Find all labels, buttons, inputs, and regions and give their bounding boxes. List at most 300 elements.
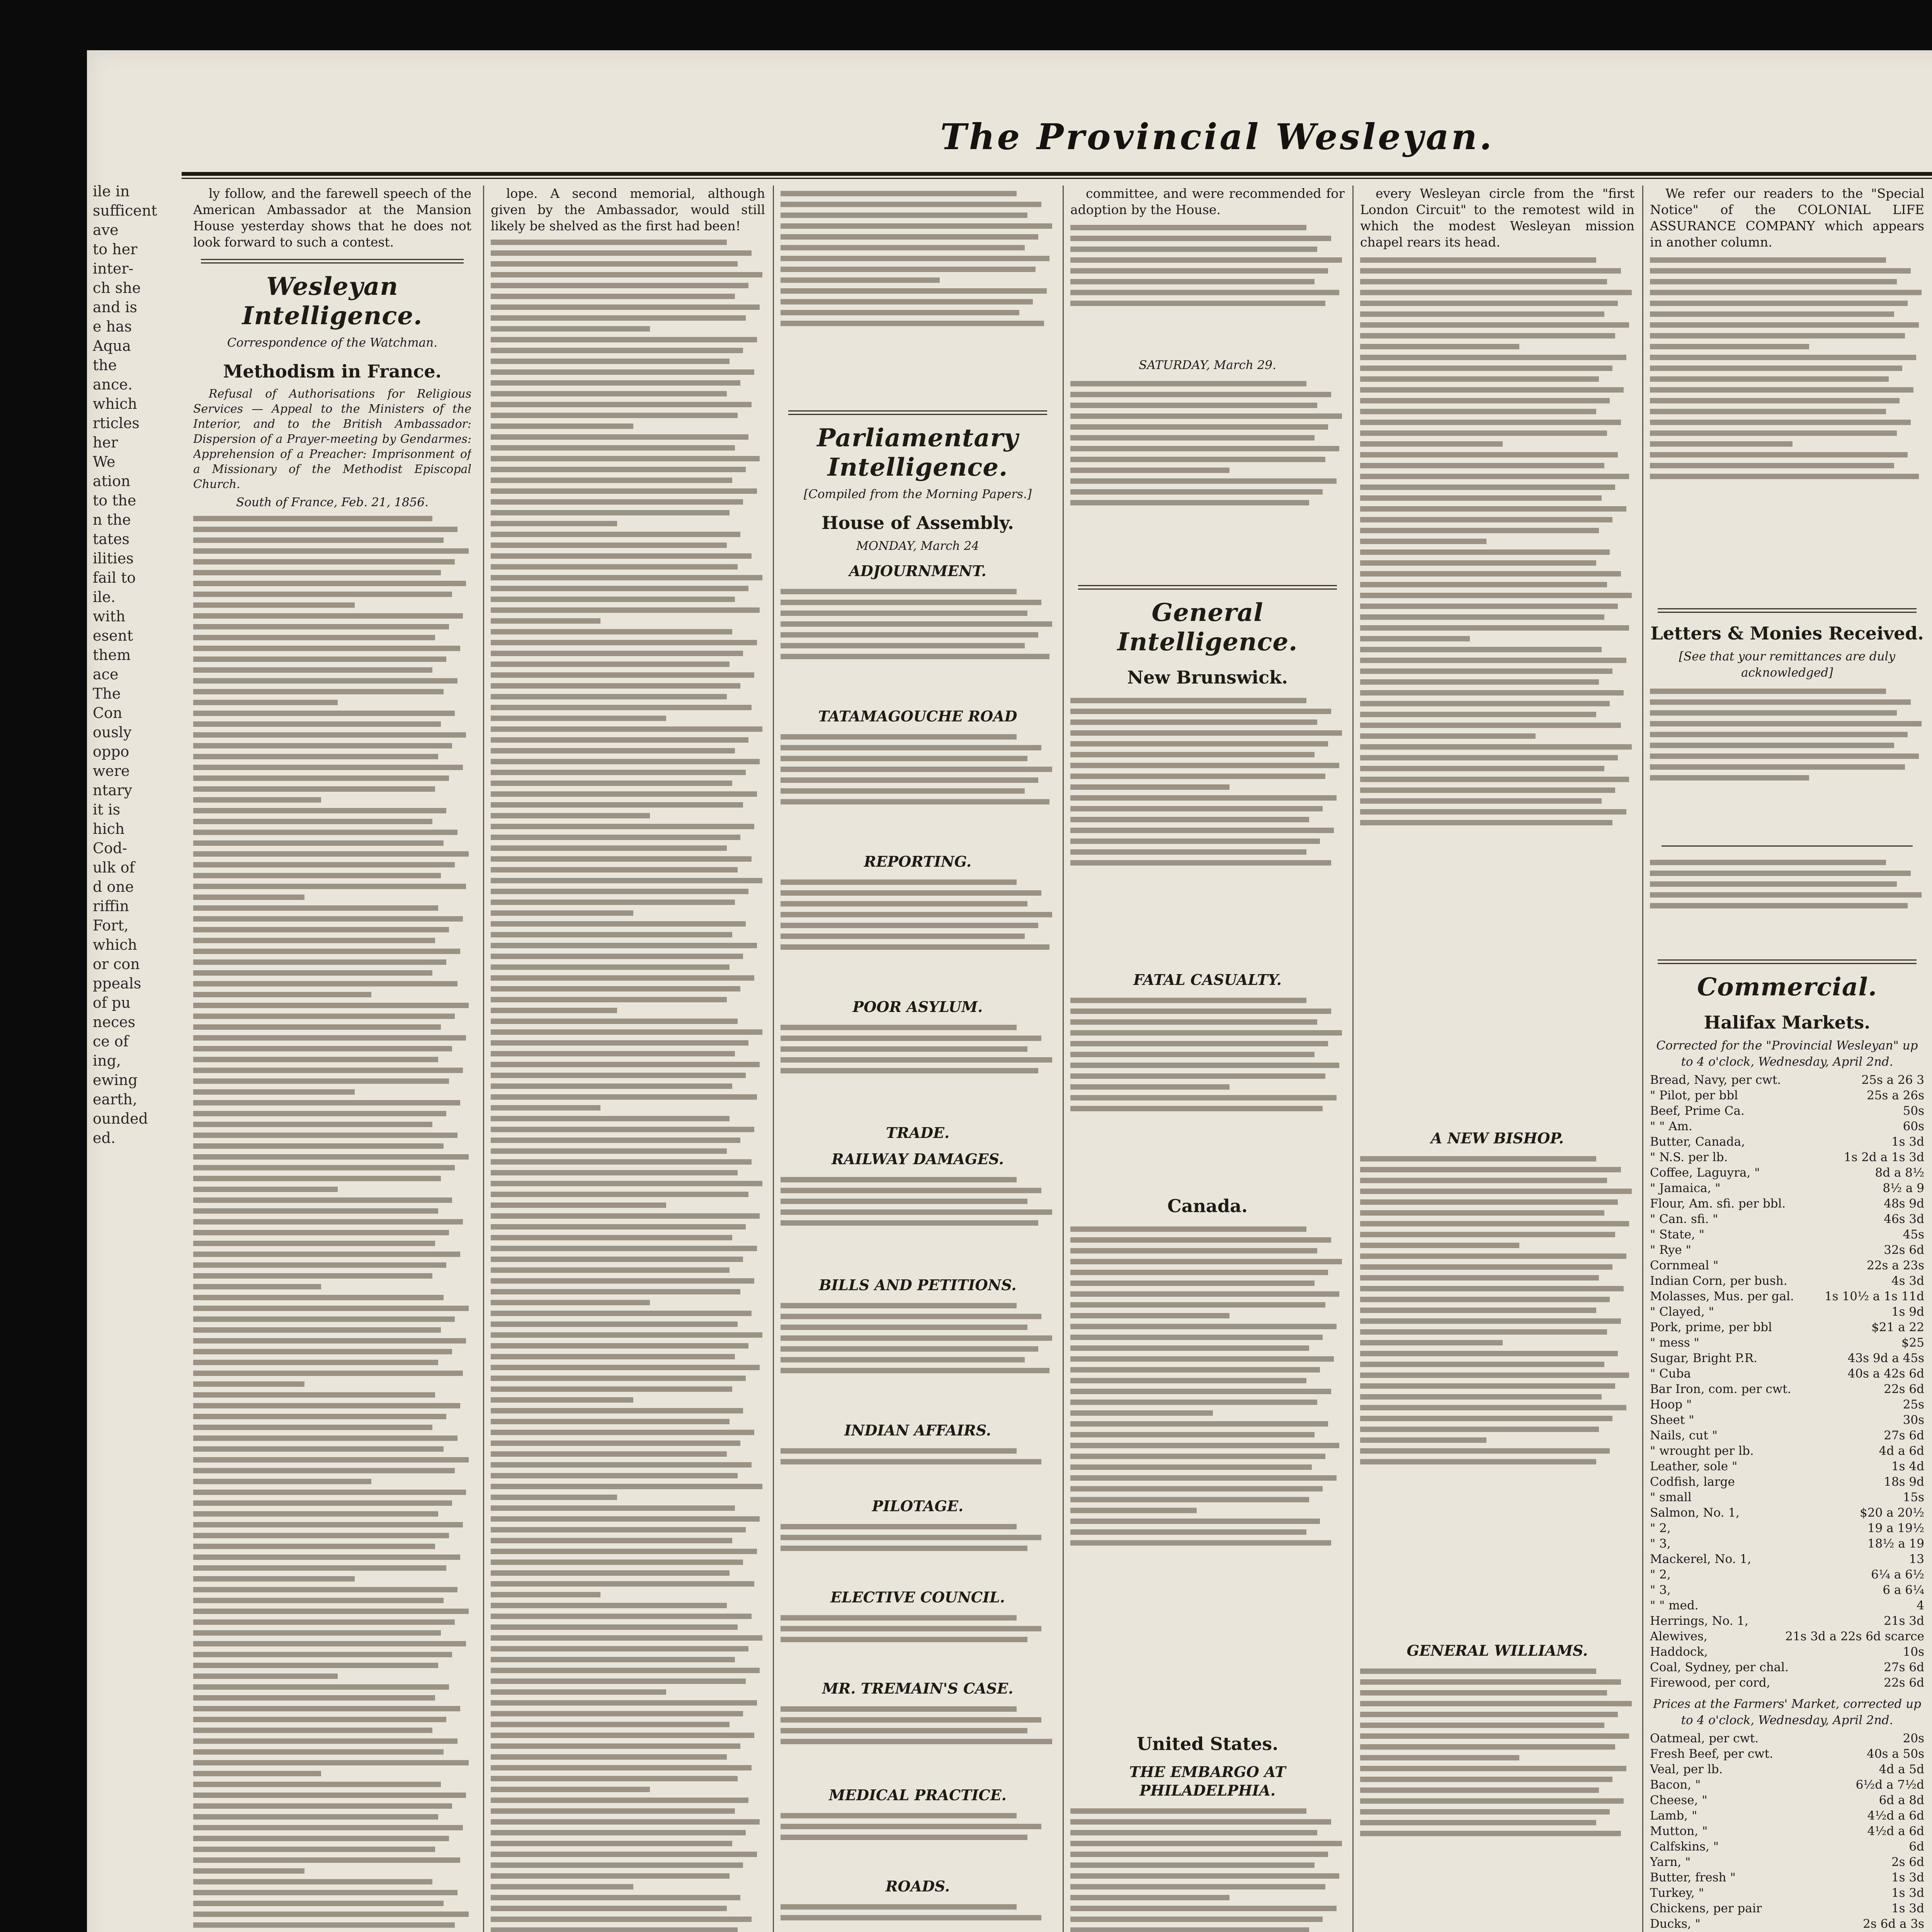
fragment-line: esent	[93, 627, 133, 644]
text-line	[1360, 1329, 1607, 1335]
text-line	[781, 901, 1027, 906]
text-line	[491, 683, 740, 689]
text-line	[1360, 625, 1629, 631]
text-line	[781, 1177, 1017, 1182]
fragment-line: ilities	[93, 550, 134, 567]
text-line	[491, 1798, 748, 1803]
market-row	[1650, 1675, 1924, 1690]
fragment-line: were	[93, 762, 130, 779]
column-rule	[483, 185, 484, 1932]
text-line	[491, 1386, 732, 1392]
text-line	[781, 1739, 1052, 1744]
fragment-line: rticles	[93, 415, 140, 432]
subhead-bills-petitions: BILLS AND PETITIONS.	[819, 1276, 1017, 1294]
text-line	[491, 1311, 752, 1316]
text-line	[1070, 1248, 1317, 1253]
text-line	[193, 678, 457, 684]
text-line	[491, 1657, 735, 1662]
text-line	[193, 743, 452, 748]
text-line	[491, 845, 727, 851]
text-line	[1360, 1340, 1503, 1345]
text-line	[193, 1273, 432, 1279]
text-line	[491, 1116, 730, 1121]
text-line	[193, 1284, 321, 1289]
article-body	[1070, 992, 1345, 1185]
correspondence-note: Correspondence of the Watchman.	[227, 336, 438, 350]
text-line	[193, 1306, 469, 1311]
text-line	[491, 240, 727, 245]
text-line	[1070, 457, 1325, 462]
text-line	[1070, 424, 1328, 430]
market-item: Coffee, Laguyra, "	[1650, 1166, 1760, 1180]
fragment-line: them	[93, 646, 131, 663]
text-line	[1360, 1416, 1612, 1421]
market-price: 48s 9d	[1884, 1197, 1924, 1211]
market-row	[1650, 1916, 1924, 1932]
text-line	[1070, 1345, 1309, 1351]
text-line	[491, 597, 735, 602]
text-line	[781, 777, 1038, 783]
text-line	[1070, 1475, 1337, 1481]
text-line	[1360, 604, 1618, 609]
subhead-trade: TRADE.	[886, 1124, 950, 1141]
fragment-line: to her	[93, 241, 138, 258]
text-line	[491, 369, 754, 375]
text-line	[193, 916, 463, 922]
text-line	[491, 261, 738, 267]
text-line	[491, 975, 754, 981]
text-line	[491, 1862, 743, 1868]
market-row	[1650, 1211, 1924, 1227]
market-item: Mutton, "	[1650, 1824, 1708, 1838]
article-body	[193, 516, 471, 1932]
text-line	[1360, 1809, 1610, 1815]
text-line	[781, 1046, 1027, 1052]
text-line	[1070, 1841, 1342, 1846]
market-price: 10s	[1903, 1645, 1924, 1659]
text-line	[491, 283, 748, 288]
text-line	[193, 1663, 438, 1668]
text-line	[491, 1083, 732, 1089]
text-line	[193, 1435, 457, 1441]
text-line	[781, 213, 1027, 218]
fragment-line: ed.	[93, 1129, 116, 1146]
section-divider	[788, 410, 1047, 415]
market-price: 18½ a 19	[1867, 1537, 1924, 1551]
market-price: 45s	[1903, 1228, 1924, 1242]
text-line	[491, 662, 730, 667]
article-body	[1360, 1151, 1634, 1634]
text-line	[781, 589, 1017, 594]
text-line	[781, 288, 1047, 294]
fragment-line: The	[93, 685, 121, 702]
market-price: 27s 6d	[1884, 1429, 1924, 1442]
text-line	[193, 613, 463, 619]
market-row	[1650, 1335, 1924, 1350]
text-line	[781, 756, 1027, 761]
fragment-line: We	[93, 453, 116, 470]
market-price: 27s 6d	[1884, 1660, 1924, 1674]
market-row	[1650, 1777, 1924, 1793]
text-line	[1360, 1777, 1612, 1782]
text-line	[1360, 1701, 1632, 1706]
text-line	[1360, 636, 1470, 641]
text-line	[1360, 366, 1612, 371]
text-line	[1070, 1270, 1328, 1275]
fragment-line: sufficent	[93, 202, 157, 219]
fragment-line: ounded	[93, 1110, 148, 1127]
text-line	[193, 1208, 438, 1214]
text-line	[193, 1338, 466, 1344]
section-divider	[1658, 608, 1917, 613]
text-line	[1360, 528, 1599, 533]
text-line	[1070, 1884, 1325, 1889]
text-line	[491, 1819, 760, 1825]
text-line	[491, 1170, 738, 1175]
fragment-line: ulk of	[93, 859, 135, 876]
text-line	[1650, 764, 1905, 770]
market-row	[1650, 1839, 1924, 1854]
fragment-line: riffin	[93, 898, 129, 915]
text-line	[1360, 766, 1604, 771]
text-line	[491, 705, 752, 710]
text-line	[781, 600, 1041, 605]
text-line	[781, 654, 1049, 659]
text-line	[1360, 1798, 1624, 1804]
text-line	[781, 923, 1038, 928]
text-line	[1360, 268, 1621, 274]
market-row	[1650, 1304, 1924, 1320]
market-item: " " med.	[1650, 1599, 1699, 1612]
text-line	[491, 1332, 762, 1338]
text-line	[1070, 1432, 1315, 1437]
text-line	[1360, 420, 1621, 425]
text-line	[491, 402, 752, 407]
text-line	[193, 895, 304, 900]
text-line	[491, 1733, 754, 1738]
text-line	[1360, 1253, 1626, 1259]
text-line	[193, 1316, 455, 1322]
text-line	[781, 277, 940, 283]
market-item: " Rye "	[1650, 1243, 1691, 1257]
article-body	[781, 1701, 1055, 1778]
text-line	[1070, 1808, 1306, 1814]
text-line	[1650, 441, 1793, 447]
fragment-line: with	[93, 608, 126, 625]
article-body	[781, 583, 1055, 699]
market-price: 8d a 8½	[1875, 1166, 1924, 1180]
fragment-line: or con	[93, 956, 140, 973]
text-line	[1360, 1712, 1618, 1717]
text-line	[1360, 1831, 1621, 1836]
text-line	[781, 1209, 1052, 1215]
text-line	[491, 1159, 752, 1165]
market-price: 1s 3d	[1891, 1886, 1924, 1900]
text-line	[781, 1824, 1041, 1829]
fragment-line: and is	[93, 299, 138, 316]
text-line	[193, 1901, 444, 1906]
article-subtitle: Refusal of Authorisations for Religious Services — Appeal to the Ministers of the Interior, and to the British Ambassador: Dispersion of a Prayer-meeting by Gendarmes: Apprehension of a Preacher: Imprisonment of a Missionary of the Methodist Episcopal Church.	[193, 387, 471, 491]
text-line	[193, 1176, 441, 1181]
market-item: Pork, prime, per bbl	[1650, 1320, 1772, 1334]
article-body	[1070, 692, 1345, 963]
text-line	[491, 272, 762, 277]
text-line	[1070, 1497, 1309, 1502]
market-item: " Pilot, per bbl	[1650, 1088, 1738, 1102]
text-line	[193, 1100, 460, 1105]
market-item: " N.S. per lb.	[1650, 1150, 1728, 1164]
subhead-general-williams: GENERAL WILLIAMS.	[1406, 1642, 1588, 1659]
fragment-line: which	[93, 395, 137, 412]
text-line	[1360, 409, 1596, 414]
text-line	[1650, 452, 1908, 457]
column-2	[491, 185, 765, 1932]
market-item: Leather, sole "	[1650, 1459, 1738, 1473]
article-body	[781, 1172, 1055, 1268]
text-line	[491, 434, 748, 440]
text-line	[193, 786, 435, 792]
market-item: Butter, fresh "	[1650, 1871, 1736, 1884]
text-line	[1070, 1862, 1315, 1868]
text-line	[1360, 798, 1602, 804]
text-line	[491, 1397, 633, 1403]
text-line	[1070, 1819, 1331, 1825]
text-line	[781, 1915, 1041, 1920]
text-line	[193, 1143, 444, 1149]
text-line	[193, 776, 449, 781]
text-line	[781, 1448, 1017, 1454]
text-line	[193, 721, 441, 727]
text-line	[1070, 247, 1317, 252]
text-line	[1070, 1030, 1342, 1036]
subhead-embargo: THE EMBARGO AT PHILADELPHIA.	[1129, 1763, 1286, 1799]
text-line	[193, 1154, 469, 1160]
text-line	[1070, 752, 1315, 757]
text-line	[1360, 1427, 1599, 1432]
text-line	[193, 1046, 452, 1051]
date-monday: MONDAY, March 24	[856, 539, 980, 553]
text-line	[193, 1673, 338, 1679]
text-line	[491, 856, 752, 862]
market-row	[1650, 1088, 1924, 1103]
text-line	[491, 954, 743, 959]
text-line	[491, 1419, 730, 1424]
text-line	[491, 748, 735, 753]
text-line	[491, 921, 746, 927]
market-price: 1s 10½ a 1s 11d	[1825, 1289, 1924, 1303]
fragment-line: n the	[93, 511, 131, 528]
market-row	[1650, 1660, 1924, 1675]
text-line	[781, 1068, 1038, 1073]
market-row	[1650, 1412, 1924, 1428]
text-line	[193, 667, 432, 673]
article-body	[781, 1610, 1055, 1672]
text-line	[491, 1917, 752, 1922]
market-price: 32s 6d	[1884, 1243, 1924, 1257]
text-line	[491, 932, 732, 937]
market-price: 6¼ a 6½	[1871, 1568, 1924, 1582]
text-line	[491, 1138, 740, 1143]
text-line	[781, 1728, 1027, 1733]
text-line	[1650, 344, 1809, 349]
text-line	[491, 294, 735, 299]
article-body	[781, 1519, 1055, 1580]
text-line	[1650, 743, 1894, 748]
text-line	[1070, 709, 1331, 714]
market-price: 20s	[1903, 1731, 1924, 1745]
text-line	[781, 1357, 1025, 1362]
text-line	[1650, 322, 1919, 328]
text-line	[193, 1024, 441, 1030]
text-line	[491, 1484, 762, 1489]
text-line	[491, 986, 740, 992]
market-row	[1650, 1644, 1924, 1660]
text-line	[1360, 344, 1519, 349]
fragment-line: ile.	[93, 588, 116, 605]
text-line	[1360, 733, 1536, 739]
text-line	[1070, 849, 1306, 855]
fragment-line: Fort,	[93, 917, 129, 934]
market-price: 4d a 6d	[1879, 1444, 1924, 1458]
text-line	[193, 830, 457, 835]
market-row	[1650, 1854, 1924, 1870]
text-line	[193, 1165, 455, 1170]
text-line	[1360, 809, 1626, 815]
text-line	[193, 1641, 466, 1646]
text-line	[1070, 1486, 1323, 1492]
text-line	[1650, 355, 1916, 360]
text-line	[1360, 820, 1612, 825]
text-line	[1070, 290, 1339, 295]
subhead-poor-asylum: POOR ASYLUM.	[852, 998, 983, 1015]
text-line	[1360, 1178, 1607, 1183]
fragment-line: to the	[93, 492, 136, 509]
section-title-general-intelligence: General Intelligence.	[1117, 598, 1298, 656]
text-line	[193, 1857, 460, 1863]
text-line	[1650, 463, 1894, 468]
market-item: Butter, Canada,	[1650, 1135, 1745, 1149]
text-line	[1650, 753, 1919, 759]
text-line	[1070, 403, 1317, 408]
text-line	[1360, 290, 1632, 295]
fragment-line: ile in	[93, 183, 130, 200]
text-line	[1360, 1787, 1599, 1793]
text-line	[1360, 1199, 1618, 1205]
text-line	[193, 1609, 469, 1614]
market-row	[1650, 1459, 1924, 1474]
text-line	[1360, 647, 1602, 652]
text-line	[491, 1906, 727, 1911]
market-item: Hoop "	[1650, 1398, 1692, 1412]
subhead-new-bishop: A NEW BISHOP.	[1430, 1129, 1564, 1147]
text-line	[491, 1213, 760, 1219]
text-line	[491, 304, 760, 310]
text-line	[193, 1565, 446, 1571]
letters-note: [See that your remittances are duly acknowledged]	[1679, 650, 1895, 680]
text-line	[193, 1587, 457, 1592]
text-line	[193, 592, 452, 597]
text-line	[193, 1814, 438, 1820]
text-line	[491, 445, 735, 451]
text-line	[1360, 1318, 1621, 1324]
text-line	[1360, 495, 1602, 501]
text-line	[193, 602, 355, 608]
fragment-line: hich	[93, 820, 125, 837]
section-title-wesleyan-intelligence: Wesleyan Intelligence.	[242, 272, 423, 330]
text-line	[193, 700, 338, 705]
text-line	[1360, 1766, 1626, 1771]
text-line	[781, 234, 1038, 240]
market-row	[1650, 1103, 1924, 1119]
text-line	[491, 1354, 735, 1359]
text-line	[193, 1760, 469, 1765]
column2-opening: lope. A second memorial, although given by the Ambassador, would still likely be shelved as the first had been!	[491, 186, 765, 233]
text-line	[1360, 787, 1615, 793]
colonial-life-note: We refer our readers to the "Special Notice" of the COLONIAL LIFE ASSURANCE COMPANY which appears in another column.	[1650, 186, 1924, 250]
market-price-table	[1650, 1072, 1924, 1690]
market-item: Firewood, per cord,	[1650, 1676, 1770, 1690]
market-item: Indian Corn, per bush.	[1650, 1274, 1787, 1288]
text-line	[1070, 1291, 1339, 1297]
text-line	[491, 1495, 617, 1500]
lead-paragraph: ly follow, and the farewell speech of the American Ambassador at the Mansion House yesterday shows that he does not look forward to such a contest.	[193, 186, 471, 250]
text-line	[193, 797, 321, 803]
text-line	[491, 672, 754, 678]
market-item: " Can. sfi. "	[1650, 1212, 1718, 1226]
text-line	[1360, 744, 1632, 750]
text-line	[1360, 398, 1610, 403]
text-line	[491, 359, 730, 364]
text-line	[1360, 1308, 1596, 1313]
text-line	[1360, 301, 1618, 306]
text-line	[781, 1199, 1027, 1204]
text-line	[1070, 1237, 1331, 1243]
fragment-line: ewing	[93, 1071, 138, 1088]
fragment-line: e has	[93, 318, 132, 335]
text-line	[491, 1689, 666, 1695]
text-line	[193, 1468, 455, 1473]
text-line	[491, 337, 757, 342]
text-line	[781, 643, 1025, 648]
text-line	[1650, 409, 1886, 414]
text-line	[491, 1430, 754, 1435]
text-line	[193, 1695, 435, 1701]
text-line	[491, 1094, 757, 1100]
market-price: 1s 3d	[1891, 1901, 1924, 1915]
text-line	[491, 521, 617, 526]
text-line	[491, 1614, 752, 1619]
text-line	[1070, 806, 1323, 811]
market-price: 22s 6d	[1884, 1676, 1924, 1690]
text-line	[491, 1462, 752, 1468]
text-line	[193, 949, 460, 954]
text-line	[1070, 1443, 1339, 1448]
market-price: 4	[1917, 1599, 1924, 1612]
text-line	[781, 1346, 1038, 1352]
text-line	[193, 1576, 355, 1582]
text-line	[193, 1089, 355, 1095]
text-line	[1360, 1448, 1610, 1454]
text-line	[193, 1922, 455, 1928]
text-line	[1070, 413, 1342, 419]
text-line	[491, 1743, 740, 1749]
text-line	[1360, 1210, 1604, 1216]
article-body	[781, 1443, 1055, 1489]
fragment-line: fail to	[93, 569, 136, 586]
text-line	[193, 548, 469, 554]
text-line	[491, 1711, 743, 1716]
text-line	[193, 1327, 441, 1333]
